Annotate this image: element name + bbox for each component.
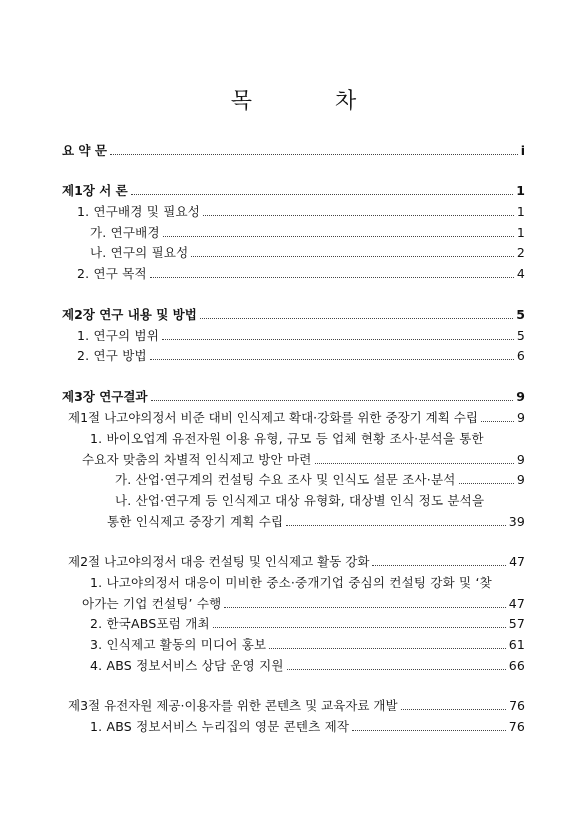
toc-page: 76 <box>508 719 525 734</box>
toc-entry-3-1-1-na-line2[interactable] <box>107 512 525 530</box>
toc-leader <box>191 255 513 257</box>
toc-leader <box>372 564 506 566</box>
toc-page: 47 <box>508 596 525 611</box>
toc-entry-3-1-1-na-line1[interactable] <box>115 491 528 509</box>
toc-label: 제2장 연구 내용 및 방법 <box>62 307 197 322</box>
toc-label: 제3절 유전자원 제공·이용자를 위한 콘텐츠 및 교육자료 개발 <box>68 698 398 713</box>
toc-entry-summary[interactable] <box>62 141 525 159</box>
toc-leader <box>213 626 506 628</box>
toc-page: 5 <box>516 328 525 343</box>
toc-entry-1-2[interactable] <box>77 264 525 282</box>
toc-page: 9 <box>516 472 525 487</box>
toc-leader <box>269 647 505 649</box>
toc-leader <box>203 214 514 216</box>
toc-page: 57 <box>508 616 525 631</box>
toc-leader <box>162 338 514 340</box>
toc-entry-3-2-4[interactable] <box>90 656 525 674</box>
toc-page: 61 <box>508 637 525 652</box>
toc-entry-chapter-2[interactable] <box>62 305 525 323</box>
toc-leader <box>286 524 505 526</box>
toc-label: 가. 산업·연구계의 컨설팅 수요 조사 및 인식도 설문 조사·분석 <box>115 472 456 487</box>
toc-leader <box>401 708 507 710</box>
toc-label: 요 약 문 <box>62 143 107 158</box>
toc-page: 9 <box>516 452 525 467</box>
toc-entry-3-1-1-line1[interactable] <box>90 429 528 447</box>
toc-entry-3-2-3[interactable] <box>90 635 525 653</box>
toc-label: 1. 나고야의정서 대응이 미비한 중소·중개기업 중심의 컨설팅 강화 및 ‘찾 <box>90 575 492 590</box>
toc-page: 1 <box>516 225 525 240</box>
toc-label: 아가는 기업 컨설팅’ 수행 <box>82 596 222 611</box>
toc-label: 나. 산업·연구계 등 인식제고 대상 유형화, 대상별 인식 정도 분석을 <box>115 493 485 508</box>
toc-entry-1-1[interactable] <box>77 202 525 220</box>
toc-label: 2. 연구 방법 <box>77 348 147 363</box>
toc-label: 2. 연구 목적 <box>77 266 147 281</box>
toc-entry-section-3[interactable] <box>68 696 525 714</box>
toc-label: 나. 연구의 필요성 <box>90 245 189 260</box>
toc-label: 2. 한국ABS포럼 개최 <box>90 616 210 631</box>
toc-page: 2 <box>516 245 525 260</box>
toc-leader <box>131 193 514 195</box>
toc-entry-3-2-1-line2[interactable] <box>82 594 525 612</box>
toc-leader <box>315 462 514 464</box>
toc-entry-1-1-ga[interactable] <box>90 223 525 241</box>
toc-label: 3. 인식제고 활동의 미디어 홍보 <box>90 637 267 652</box>
toc-label: 제1절 나고야의정서 비준 대비 인식제고 확대·강화를 위한 중장기 계획 수립 <box>68 410 478 425</box>
toc-page: i <box>520 143 525 158</box>
toc-entry-3-3-1[interactable] <box>90 717 525 735</box>
toc-page: 6 <box>516 348 525 363</box>
toc-page: 4 <box>516 266 525 281</box>
toc-label: 4. ABS 정보서비스 상담 운영 지원 <box>90 658 284 673</box>
toc-page: 9 <box>516 389 525 404</box>
toc-entry-3-1-1-line2[interactable] <box>82 450 525 468</box>
toc-leader <box>163 235 514 237</box>
toc-entry-section-2[interactable] <box>68 552 525 570</box>
toc-page: 5 <box>516 307 525 322</box>
toc-page: 39 <box>508 514 525 529</box>
toc-leader <box>481 420 514 422</box>
page-title: 목 차 <box>230 89 395 114</box>
toc-leader <box>352 729 505 731</box>
toc-label: 1. ABS 정보서비스 누리집의 영문 콘텐츠 제작 <box>90 719 350 734</box>
toc-entry-chapter-1[interactable] <box>62 181 525 199</box>
toc-entry-3-2-1-line1[interactable] <box>90 573 528 591</box>
toc-entry-chapter-3[interactable] <box>62 387 525 405</box>
toc-label: 제2절 나고야의정서 대응 컨설팅 및 인식제고 활동 강화 <box>68 554 370 569</box>
toc-page: 1 <box>516 183 525 198</box>
toc-page: 66 <box>508 658 525 673</box>
toc-page: 76 <box>509 698 525 713</box>
toc-entry-1-1-na[interactable] <box>90 243 525 261</box>
toc-entry-3-1-1-ga[interactable] <box>115 470 525 488</box>
toc-entry-3-2-2[interactable] <box>90 614 525 632</box>
toc-leader <box>224 606 505 608</box>
toc-label: 통한 인식제고 중장기 계획 수립 <box>107 514 284 529</box>
toc-page: 47 <box>509 554 525 569</box>
toc-label: 수요자 맞춤의 차별적 인식제고 방안 마련 <box>82 452 312 467</box>
toc-label: 1. 연구배경 및 필요성 <box>77 204 201 219</box>
toc-label: 1. 바이오업계 유전자원 이용 유형, 규모 등 업체 현황 조사·분석을 통한 <box>90 431 484 446</box>
toc-entry-section-1[interactable] <box>68 408 525 426</box>
toc-label: 가. 연구배경 <box>90 225 160 240</box>
toc-leader <box>200 317 514 319</box>
toc-label: 제1장 서 론 <box>62 183 128 198</box>
toc-entry-2-2[interactable] <box>77 346 525 364</box>
toc-label: 1. 연구의 범위 <box>77 328 160 343</box>
toc-leader <box>287 668 506 670</box>
toc-page: 9 <box>517 410 525 425</box>
toc-label: 제3장 연구결과 <box>62 389 148 404</box>
toc-leader <box>150 276 514 278</box>
toc-leader <box>110 153 518 155</box>
toc-leader <box>151 399 514 401</box>
toc-page: 1 <box>516 204 525 219</box>
toc-leader <box>150 358 514 360</box>
toc-leader <box>459 482 514 484</box>
toc-entry-2-1[interactable] <box>77 326 525 344</box>
